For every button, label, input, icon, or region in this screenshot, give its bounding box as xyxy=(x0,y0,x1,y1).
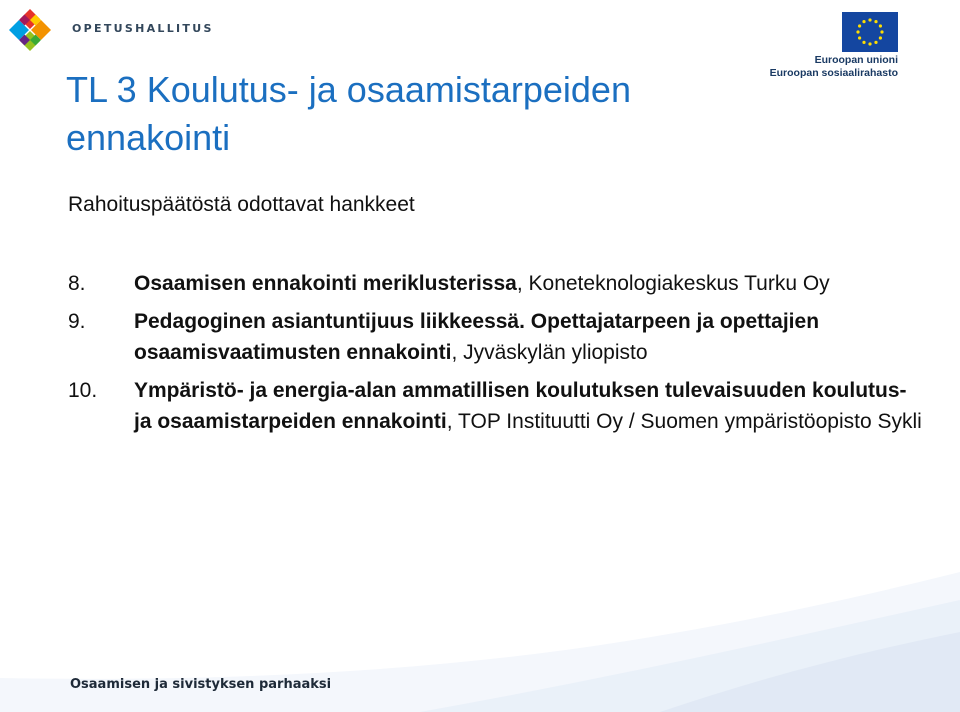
project-name: Ympäristö- ja energia-alan ammatillisen koulutuksen tulevaisuuden koulutus- ja osaamistarpeiden ennakointi xyxy=(134,379,907,433)
eu-flag-icon xyxy=(842,12,898,52)
footer-slogan: Osaamisen ja sivistyksen parhaaksi xyxy=(70,677,332,692)
eu-funding-logo xyxy=(768,12,898,84)
project-organization: , Jyväskylän yliopisto xyxy=(451,341,648,364)
project-name: Osaamisen ennakointi meriklusterissa xyxy=(134,272,517,295)
project-item xyxy=(68,268,928,299)
project-name: Pedagoginen asiantuntijuus liikkeessä. Opettajatarpeen ja opettajien osaamisvaatimusten ennakointi xyxy=(134,310,820,364)
project-item xyxy=(68,306,928,368)
eu-text xyxy=(770,54,898,80)
organization-name: OPETUSHALLITUS xyxy=(72,22,214,35)
opetushallitus-diamond-logo-icon xyxy=(6,6,54,54)
project-number: 9. xyxy=(68,310,86,333)
project-organization: , TOP Instituutti Oy / Suomen ympäristöopisto Sykli xyxy=(446,410,922,433)
project-list xyxy=(68,268,928,444)
project-item xyxy=(68,375,928,437)
eu-union-label: Euroopan unioni xyxy=(814,54,898,66)
project-number: 8. xyxy=(68,272,86,295)
eu-social-fund-label: Euroopan sosiaalirahasto xyxy=(769,67,898,79)
slide-title: TL 3 Koulutus- ja osaamistarpeiden ennakointi xyxy=(66,69,631,158)
project-number: 10. xyxy=(68,379,98,402)
slide-subtitle: Rahoituspäätöstä odottavat hankkeet xyxy=(68,193,415,216)
project-organization: , Koneteknologiakeskus Turku Oy xyxy=(516,272,830,295)
